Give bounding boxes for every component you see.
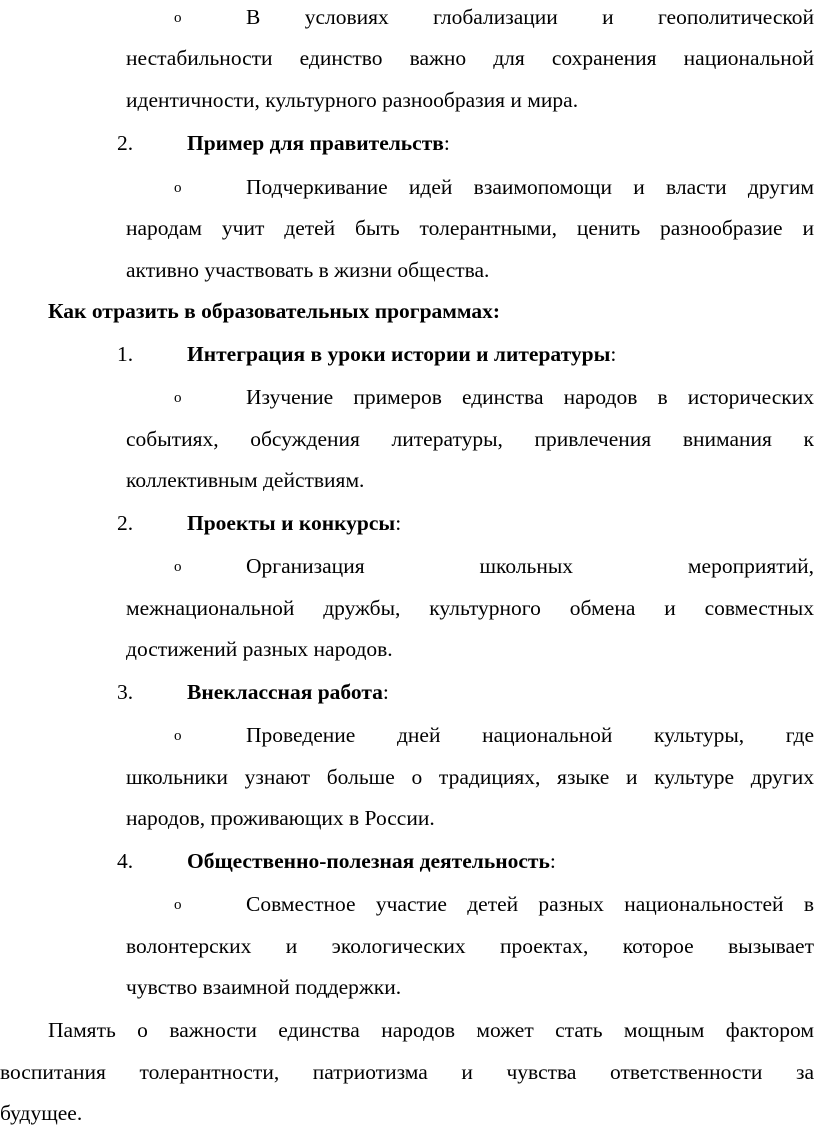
bullet-item	[126, 172, 814, 202]
numbered-item-heading	[117, 846, 807, 876]
bullet-text-continuation: чувство взаимной поддержки.	[126, 975, 402, 999]
bullet-text-continuation: волонтерских и экологических проектах, которое вызывает	[126, 934, 814, 958]
item-title: Проекты и конкурсы:	[187, 511, 402, 535]
item-title: Внеклассная работа:	[187, 680, 389, 704]
bullet-item	[126, 551, 814, 581]
bullet-text: Подчеркивание идей взаимопомощи и власти другим	[246, 175, 814, 199]
bullet-text-continuation: активно участвовать в жизни общества.	[126, 258, 490, 282]
bullet-text-continuation: достижений разных народов.	[126, 637, 393, 661]
bullet-text-continuation: идентичности, культурного разнообразия и мира.	[126, 88, 579, 112]
bullet-text: Совместное участие детей разных национальностей в	[246, 892, 814, 916]
bullet-marker: o	[174, 390, 182, 406]
item-number: 4.	[117, 849, 134, 873]
bullet-text: В условиях глобализации и геополитической	[246, 5, 814, 29]
bullet-marker: o	[174, 897, 182, 913]
numbered-item-heading	[117, 508, 807, 538]
closing-paragraph-line: будущее.	[0, 1101, 83, 1125]
bullet-item	[126, 720, 814, 750]
bullet-text-continuation: школьники узнают больше о традициях, языке и культуре других	[126, 765, 814, 789]
numbered-item-heading	[117, 128, 807, 158]
bullet-marker: o	[174, 728, 182, 744]
bullet-text-continuation: нестабильности единство важно для сохранения национальной	[126, 46, 814, 70]
bullet-text-continuation: событиях, обсуждения литературы, привлечения внимания к	[126, 427, 814, 451]
bullet-text: Проведение дней национальной культуры, где	[246, 723, 814, 747]
bullet-item	[126, 889, 814, 919]
bullet-item	[126, 382, 814, 412]
bullet-marker: o	[174, 180, 182, 196]
item-title: Пример для правительств:	[187, 131, 450, 155]
bullet-text-continuation: межнациональной дружбы, культурного обмена и совместных	[126, 596, 814, 620]
closing-paragraph-line: воспитания толерантности, патриотизма и чувства ответственности за	[0, 1060, 814, 1084]
section-heading: Как отразить в образовательных программах:	[48, 299, 501, 323]
bullet-item	[126, 2, 814, 32]
item-title: Интеграция в уроки истории и литературы:	[187, 342, 617, 366]
item-number: 1.	[117, 342, 134, 366]
closing-paragraph-line: Память о важности единства народов может стать мощным фактором	[48, 1018, 814, 1042]
bullet-text-continuation: народов, проживающих в России.	[126, 806, 435, 830]
bullet-text: Изучение примеров единства народов в исторических	[246, 385, 814, 409]
bullet-marker: o	[174, 10, 182, 26]
item-title: Общественно-полезная деятельность:	[187, 849, 556, 873]
numbered-item-heading	[117, 677, 807, 707]
item-number: 2.	[117, 131, 134, 155]
numbered-item-heading	[117, 339, 807, 369]
bullet-text: Организация школьных мероприятий,	[246, 554, 814, 578]
item-number: 2.	[117, 511, 134, 535]
bullet-text-continuation: народам учит детей быть толерантными, ценить разнообразие и	[126, 216, 814, 240]
item-number: 3.	[117, 680, 134, 704]
bullet-marker: o	[174, 559, 182, 575]
bullet-text-continuation: коллективным действиям.	[126, 468, 365, 492]
